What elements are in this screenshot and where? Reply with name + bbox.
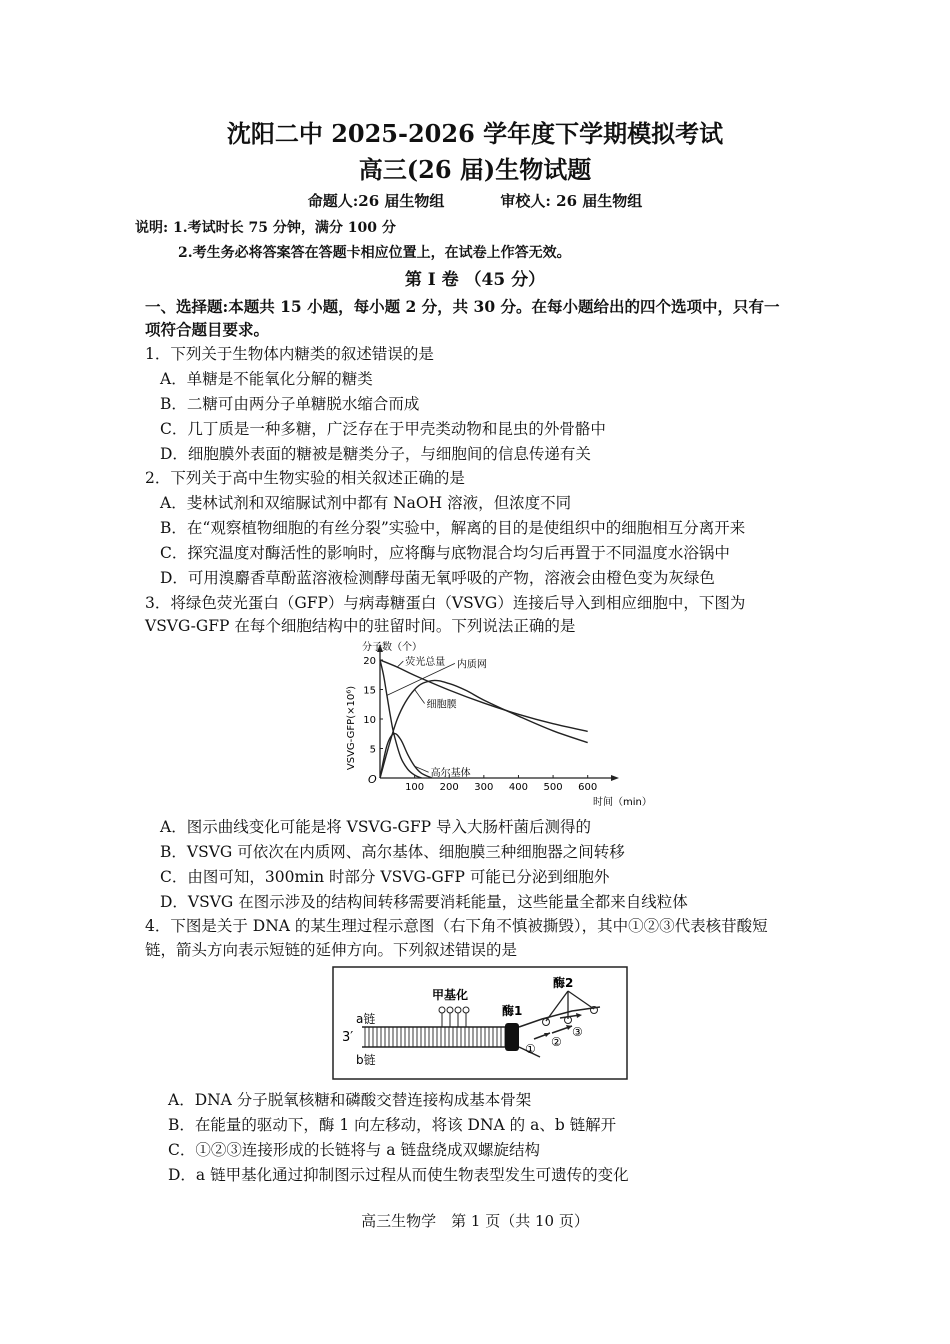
label-b-strand: b链 [356, 1053, 376, 1067]
note-line-1: 说明: 1.考试时长 75 分钟，满分 100 分 [135, 220, 396, 236]
okazaki-fragments [534, 991, 598, 1039]
enzyme-2-pointer-3 [568, 991, 594, 1009]
question-2-option-d: D．可用溴麝香草酚蓝溶液检测酵母菌无氧呼吸的产物，溶液会由橙色变为灰绿色 [160, 569, 715, 587]
methyl-group-icon [463, 1007, 469, 1013]
label-3prime: 3′ [342, 1030, 354, 1045]
enzyme-2-dot-1 [543, 1019, 550, 1026]
instructions-line-1: 一、选择题:本题共 15 小题，每小题 2 分，共 30 分。在每小题给出的四个选项中，只有一 [145, 297, 780, 316]
question-2-option-c: C．探究温度对酶活性的影响时，应将酶与底物混合均匀后再置于不同温度水浴锅中 [160, 544, 730, 562]
series-line-3 [380, 680, 588, 778]
question-1-option-a: A．单糖是不能氧化分解的糖类 [160, 370, 373, 388]
y-tick-label: 15 [363, 685, 376, 697]
question-1-option-d: D．细胞膜外表面的糖被是糖类分子，与细胞间的信息传递有关 [160, 445, 591, 463]
diagram-frame [333, 967, 627, 1079]
series-label-4: 高尔基体 [430, 768, 471, 780]
page-footer: 高三生物学 第 1 页（共 10 页） [361, 1212, 589, 1230]
exam-subtitle: 高三(26 届)生物试题 [358, 155, 592, 184]
question-4-option-b: B．在能量的驱动下，酶 1 向左移动，将该 DNA 的 a、b 链解开 [168, 1116, 617, 1134]
question-4-stem-line-2: 链，箭头方向表示短链的延伸方向。下列叙述错误的是 [145, 941, 518, 959]
question-2-option-a: A．斐林试剂和双缩脲试剂中都有 NaOH 溶液，但浓度不同 [160, 494, 572, 512]
question-1-stem: 1．下列关于生物体内糖类的叙述错误的是 [145, 345, 434, 363]
question-2-option-b: B．在“观察植物细胞的有丝分裂”实验中，解离的目的是使组织中的细胞相互分离开来 [160, 519, 746, 537]
question-4-option-c: C．①②③连接形成的长链将与 a 链盘绕成双螺旋结构 [168, 1141, 540, 1159]
series-label-2: 内质网 [456, 659, 487, 671]
question-4-option-a: A．DNA 分子脱氧核糖和磷酸交替连接构成基本骨架 [168, 1091, 532, 1109]
author-line [0, 190, 950, 211]
author: 命题人:26 届生物组 [307, 192, 445, 210]
chart-series [380, 660, 588, 778]
question-3-stem-line-2: VSVG-GFP 在每个细胞结构中的驻留时间。下列说法正确的是 [145, 617, 576, 635]
series-line-1 [380, 660, 588, 731]
exam-title: 沈阳二中 2025-2026 学年度下学期模拟考试 [226, 119, 724, 148]
instructions-line-2: 项符合题目要求。 [145, 320, 270, 339]
x-axis-label: 时间（min） [593, 797, 652, 808]
y-axis-top-label: 分子数（个） [362, 642, 422, 653]
y-tick-label: 5 [369, 744, 376, 756]
question-3-option-b: B．VSVG 可依次在内质网、高尔基体、细胞膜三种细胞器之间转移 [160, 843, 625, 861]
label-a-strand: a链 [356, 1012, 376, 1026]
x-tick-label: 400 [508, 782, 529, 793]
x-tick-label: 600 [578, 782, 598, 793]
series-line-2 [380, 660, 422, 778]
x-axis-arrow [611, 775, 619, 781]
question-3-option-a: A．图示曲线变化可能是将 VSVG-GFP 导入大肠杆菌后测得的 [160, 818, 592, 836]
fragment-arrow-3 [576, 1013, 582, 1018]
question-3-option-c: C．由图可知，300min 时部分 VSVG-GFP 可能已分泌到细胞外 [160, 868, 610, 886]
reviewer: 审校人: 26 届生物组 [500, 192, 643, 210]
methyl-group-icon [455, 1007, 461, 1013]
question-1-option-c: C．几丁质是一种多糖，广泛存在于甲壳类动物和昆虫的外骨骼中 [160, 420, 606, 438]
section-title: 第 I 卷 （45 分） [404, 270, 546, 290]
question-2-stem: 2．下列关于高中生物实验的相关叙述正确的是 [145, 469, 465, 487]
question-4-option-d: D．a 链甲基化通过抑制图示过程从而使生物表型发生可遗传的变化 [168, 1166, 629, 1184]
series-label-3: 细胞膜 [426, 699, 457, 711]
question-4-stem-line-1: 4．下图是关于 DNA 的某生理过程示意图（右下角不慎被撕毁），其中①②③代表核苷酸短 [145, 917, 768, 935]
label-enzyme-2: 酶2 [553, 976, 574, 990]
label-fragment-3: ③ [572, 1025, 583, 1039]
series-leader-3 [415, 690, 425, 704]
question-3-option-d: D．VSVG 在图示涉及的结构间转移需要消耗能量，这些能量全都来自线粒体 [160, 893, 688, 911]
a-strand-separated [519, 1007, 600, 1027]
methyl-group-icon [439, 1007, 445, 1013]
dna-replication-diagram [332, 963, 628, 1083]
label-fragment-2: ② [551, 1035, 562, 1049]
series-leader-1 [397, 661, 403, 667]
vsvg-gfp-chart [340, 638, 652, 810]
methyl-group-icon [447, 1007, 453, 1013]
question-3-stem-line-1: 3．将绿色荧光蛋白（GFP）与病毒糖蛋白（VSVG）连接后导入到相应细胞中，下图为 [145, 594, 746, 612]
label-fragment-1: ① [525, 1042, 536, 1056]
x-tick-label: 100 [405, 782, 425, 793]
y-tick-label: 10 [363, 715, 376, 726]
dna-ladder [362, 1027, 510, 1047]
series-leader-2 [387, 663, 455, 695]
x-tick-label: 500 [543, 782, 563, 793]
origin-label: O [368, 773, 377, 786]
y-axis-label: VSVG-GFP(×10⁶) [346, 685, 357, 771]
question-1-option-b: B．二糖可由两分子单糖脱水缩合而成 [160, 395, 420, 413]
series-line-4 [380, 734, 432, 778]
methyl-groups [439, 1007, 469, 1027]
note-line-2: 2.考生务必将答案答在答题卡相应位置上，在试卷上作答无效。 [178, 245, 571, 261]
y-tick-label: 20 [363, 656, 376, 667]
x-tick-label: 300 [474, 782, 494, 793]
label-methylation: 甲基化 [432, 988, 469, 1002]
enzyme-1 [505, 1023, 519, 1051]
series-label-1: 荧光总量 [405, 657, 446, 669]
x-tick-label: 200 [439, 782, 459, 793]
enzyme-2-pointer-1 [546, 991, 568, 1021]
label-enzyme-1: 酶1 [502, 1004, 523, 1018]
